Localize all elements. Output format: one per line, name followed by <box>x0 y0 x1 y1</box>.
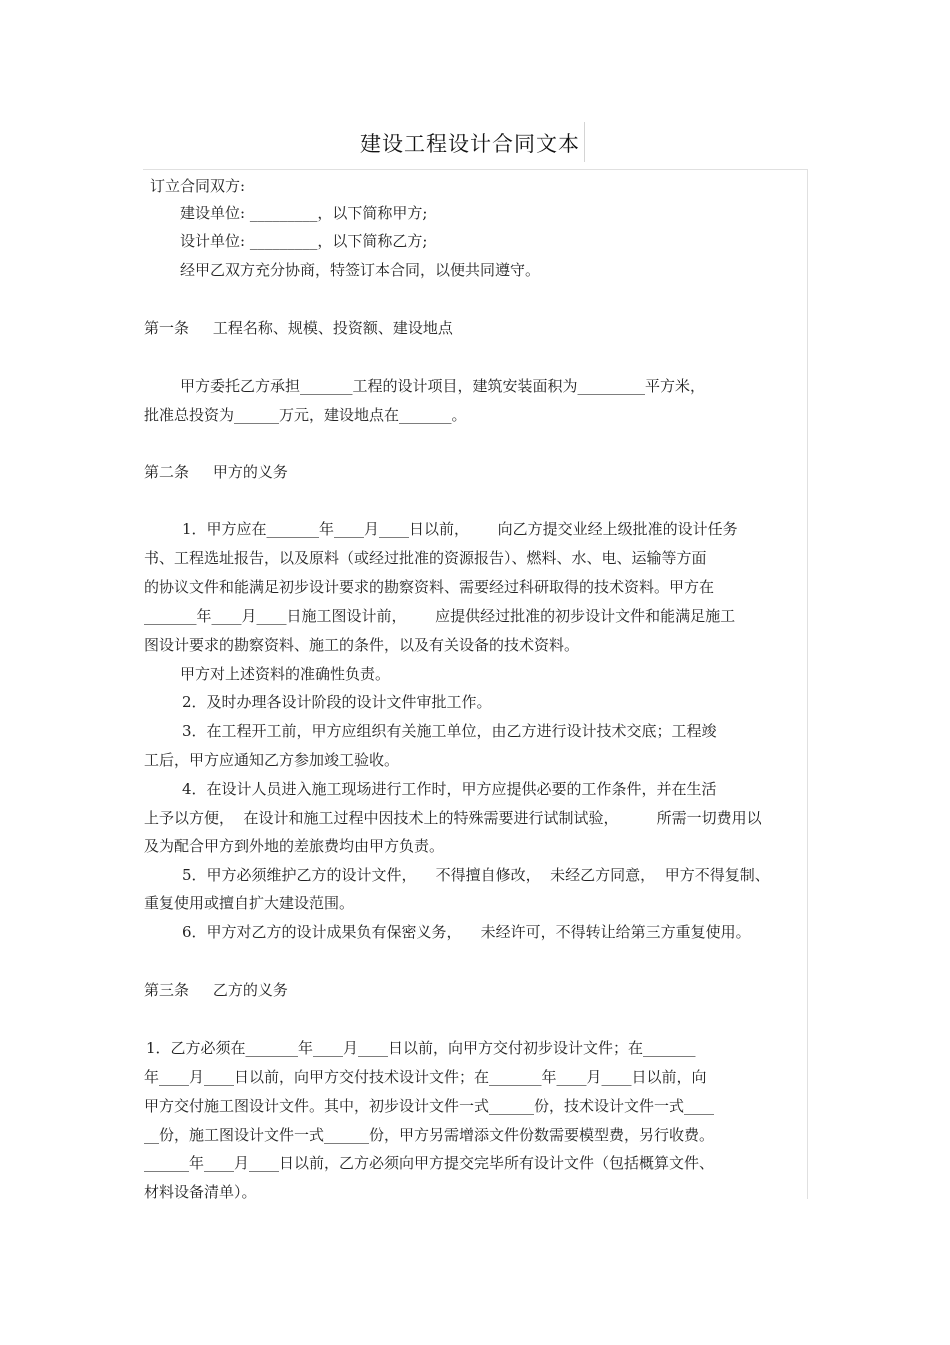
parties-heading: 订立合同双方: <box>150 177 246 195</box>
article-2-clause: 1．甲方应在_______年____月____日以前， 向乙方提交业经上级批准的设计任务 <box>182 520 738 538</box>
article-3-clause: 1．乙方必须在_______年____月____日以前，向甲方交付初步设计文件；在_______ <box>146 1039 696 1057</box>
article-2-heading: 第二条 甲方的义务 <box>144 463 288 481</box>
document-title: 建设工程设计合同文本 <box>360 132 580 156</box>
article-2-clause: 5．甲方必须维护乙方的设计文件， 不得擅自修改， 未经乙方同意， 甲方不得复制、 <box>182 866 770 884</box>
article-2-clause: _______年____月____日施工图设计前， 应提供经过批准的初步设计文件和能满足施工 <box>144 607 736 625</box>
article-3-clause: 材料设备清单）。 <box>144 1183 257 1201</box>
frame-right-border <box>807 169 808 1199</box>
article-1-heading: 第一条 工程名称、规模、投资额、建设地点 <box>144 319 453 337</box>
article-3-clause: __份，施工图设计文件一式______份，甲方另需增添文件份数需要模型费，另行收费。 <box>144 1126 715 1144</box>
article-2-clause: 的协议文件和能满足初步设计要求的勘察资料、需要经过科研取得的技术资料。甲方在 <box>144 578 715 596</box>
article-3-clause: 年____月____日以前，向甲方交付技术设计文件；在_______年____月____日以前，向 <box>144 1068 707 1086</box>
article-3-clause: 甲方交付施工图设计文件。其中，初步设计文件一式______份，技术设计文件一式____ <box>144 1097 715 1115</box>
article-2-clause: 6．甲方对乙方的设计成果负有保密义务， 未经许可，不得转让给第三方重复使用。 <box>182 923 751 941</box>
article-2-clause: 重复使用或擅自扩大建设范围。 <box>144 894 355 912</box>
article-3-clause: ______年____月____日以前，乙方必须向甲方提交完毕所有设计文件（包括概算文件、 <box>144 1154 715 1172</box>
preamble-line: 经甲乙双方充分协商，特签订本合同，以便共同遵守。 <box>180 261 541 279</box>
article-2-clause: 书、工程选址报告，以及原料（或经过批准的资源报告）、燃料、水、电、运输等方面 <box>144 549 707 567</box>
article-2-clause: 图设计要求的勘察资料、施工的条件，以及有关设备的技术资料。 <box>144 636 580 654</box>
article-1-text: 批准总投资为______万元，建设地点在_______。 <box>144 406 467 424</box>
article-3-heading: 第三条 乙方的义务 <box>144 981 288 999</box>
frame-top-border <box>143 169 807 170</box>
article-2-clause: 工后，甲方应通知乙方参加竣工验收。 <box>144 751 400 769</box>
article-2-clause: 3．在工程开工前，甲方应组织有关施工单位，由乙方进行设计技术交底；工程竣 <box>182 722 717 740</box>
article-2-clause: 及为配合甲方到外地的差旅费均由甲方负责。 <box>144 837 445 855</box>
party-b-line: 设计单位: _________，以下简称乙方; <box>180 232 428 250</box>
article-2-clause: 4．在设计人员进入施工现场进行工作时，甲方应提供必要的工作条件，并在生活 <box>182 780 717 798</box>
article-1-text: 甲方委托乙方承担_______工程的设计项目，建筑安装面积为_________平方米， <box>180 377 706 395</box>
article-2-clause: 2．及时办理各设计阶段的设计文件审批工作。 <box>182 693 492 711</box>
article-2-clause: 上予以方便， 在设计和施工过程中因技术上的特殊需要进行试制试验， 所需一切费用以 <box>144 809 762 827</box>
party-a-line: 建设单位: _________，以下简称甲方; <box>180 204 428 222</box>
article-2-clause: 甲方对上述资料的准确性负责。 <box>180 665 391 683</box>
